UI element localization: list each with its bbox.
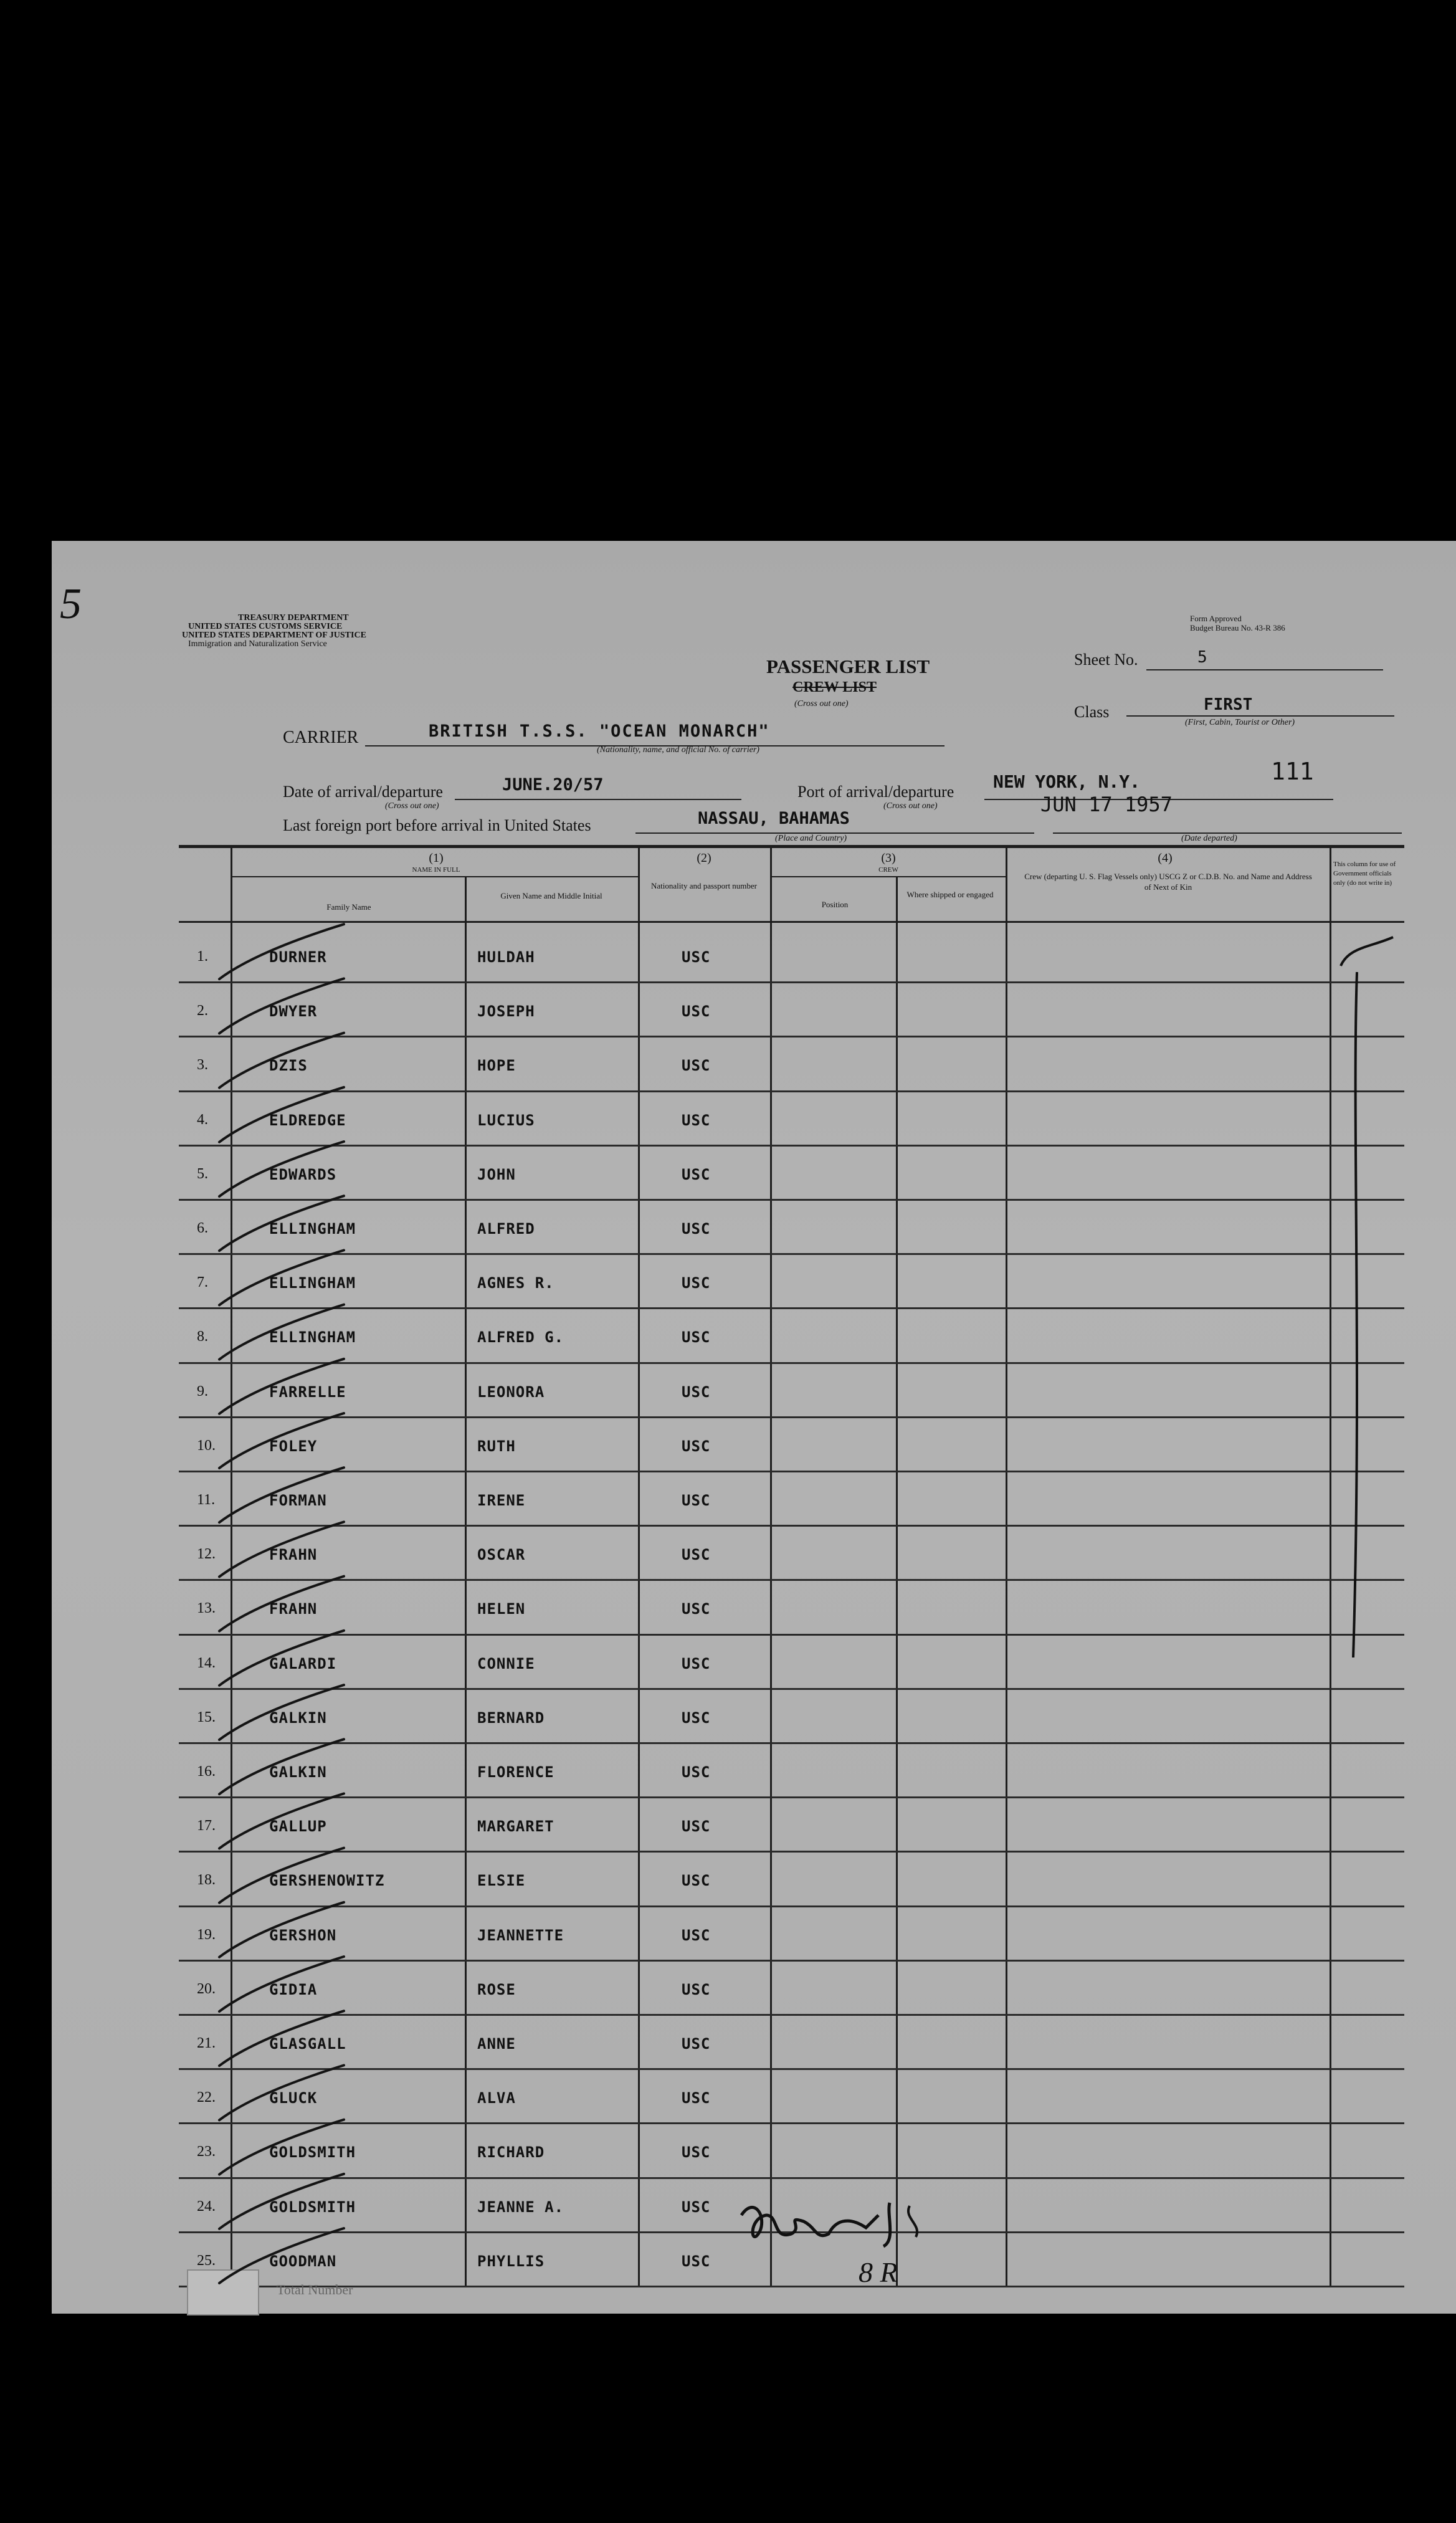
nationality-cell: USC	[682, 2089, 711, 2107]
col3-title: CREW	[878, 866, 898, 874]
row-number: 16.	[197, 1763, 216, 1780]
nationality-cell: USC	[682, 2035, 711, 2053]
dept-line-1: TREASURY DEPARTMENT	[238, 613, 349, 622]
row-number: 21.	[197, 2035, 216, 2051]
signature-scribble	[741, 2203, 890, 2246]
budget-bureau: Budget Bureau No. 43-R 386	[1190, 623, 1285, 632]
dept-line-3: UNITED STATES DEPARTMENT OF JUSTICE	[182, 631, 366, 640]
family-name-cell: GERSHENOWITZ	[269, 1872, 385, 1890]
last-port-label: Last foreign port before arrival in United States	[283, 816, 591, 834]
row-check-mark	[219, 1739, 344, 1794]
date-label: Date of arrival/departure	[283, 783, 443, 801]
total-number-label: Total Number	[277, 2282, 353, 2297]
row-number: 8.	[197, 1328, 208, 1345]
family-name-cell: FARRELLE	[269, 1383, 346, 1401]
corner-mark: 5	[60, 580, 82, 628]
family-name-cell: GIDIA	[269, 1980, 318, 1998]
col1-title: NAME IN FULL	[412, 866, 460, 874]
row-check-mark	[219, 1576, 344, 1631]
family-name-cell: ELLINGHAM	[269, 1220, 356, 1238]
nationality-cell: USC	[682, 1437, 711, 1455]
row-number: 15.	[197, 1709, 216, 1725]
row-check-mark	[219, 1685, 344, 1740]
given-name-header: Given Name and Middle Initial	[500, 891, 602, 900]
family-name-cell: FRAHN	[269, 1600, 318, 1618]
row-check-mark	[219, 1087, 344, 1142]
given-name-cell: IRENE	[477, 1492, 526, 1509]
family-name-cell: EDWARDS	[269, 1165, 337, 1183]
col2-number: (2)	[697, 851, 711, 865]
given-name-cell: LUCIUS	[477, 1111, 535, 1129]
crew-list-struck: CREW LIST	[792, 679, 877, 695]
dept-line-4: Immigration and Naturalization Service	[188, 639, 327, 649]
family-name-header: Family Name	[326, 902, 371, 912]
family-name-cell: DZIS	[269, 1057, 308, 1075]
dept-line-2: UNITED STATES CUSTOMS SERVICE	[188, 622, 343, 631]
given-name-cell: HOPE	[477, 1057, 516, 1075]
row-number: 3.	[197, 1057, 208, 1074]
handwritten-number: 111	[1271, 758, 1314, 785]
row-check-mark	[219, 1467, 344, 1522]
given-name-cell: RUTH	[477, 1437, 516, 1455]
nationality-cell: USC	[682, 1600, 711, 1618]
col1-number: (1)	[429, 851, 444, 865]
nationality-cell: USC	[682, 1763, 711, 1781]
nationality-cell: USC	[682, 1926, 711, 1944]
nationality-cell: USC	[682, 2144, 711, 2162]
row-check-mark	[219, 1902, 344, 1957]
page-title: PASSENGER LIST	[766, 656, 930, 677]
place-hint: (Place and Country)	[775, 834, 847, 843]
handwritten-note: 8 R	[859, 2256, 898, 2288]
row-number: 14.	[197, 1654, 216, 1671]
family-name-cell: ELLINGHAM	[269, 1328, 356, 1347]
row-check-mark	[219, 1413, 344, 1468]
nationality-cell: USC	[682, 948, 711, 966]
date-value: JUNE.20/57	[502, 775, 604, 794]
given-name-cell: ALFRED G.	[477, 1328, 564, 1347]
row-check-mark	[219, 978, 344, 1033]
row-check-mark	[219, 2065, 344, 2120]
col5-title: This column for use of Government officials only (do not write in)	[1333, 861, 1396, 887]
nationality-cell: USC	[682, 1111, 711, 1129]
stamp-date: JUN 17 1957	[1040, 793, 1173, 816]
row-number: 12.	[197, 1546, 216, 1563]
last-port-value: NASSAU, BAHAMAS	[698, 809, 850, 828]
family-name-cell: ELLINGHAM	[269, 1274, 356, 1292]
family-name-cell: FRAHN	[269, 1546, 318, 1564]
carrier-value: BRITISH T.S.S. "OCEAN MONARCH"	[429, 722, 770, 741]
port-value: NEW YORK, N.Y.	[993, 771, 1141, 792]
row-number: 9.	[197, 1383, 208, 1400]
row-check-mark	[219, 1033, 344, 1088]
row-number: 17.	[197, 1818, 216, 1834]
carrier-label: CARRIER	[283, 728, 359, 747]
row-number: 13.	[197, 1600, 216, 1617]
family-name-cell: GOODMAN	[269, 2252, 337, 2270]
nationality-cell: USC	[682, 2252, 711, 2270]
row-number: 10.	[197, 1437, 216, 1454]
row-check-mark	[219, 1359, 344, 1414]
given-name-cell: ALFRED	[477, 1220, 535, 1238]
row-check-mark	[219, 1522, 344, 1576]
given-name-cell: PHYLLIS	[477, 2252, 545, 2270]
given-name-cell: HELEN	[477, 1600, 526, 1618]
given-name-cell: JEANNETTE	[477, 1926, 564, 1944]
given-name-cell: ALVA	[477, 2089, 516, 2107]
sheet-label: Sheet No.	[1074, 651, 1138, 669]
given-name-cell: JOHN	[477, 1165, 516, 1183]
row-number: 19.	[197, 1926, 216, 1943]
row-check-mark	[219, 1305, 344, 1360]
col2-title: Nationality and passport number	[650, 881, 758, 890]
family-name-cell: GERSHON	[269, 1926, 337, 1944]
row-check-mark	[219, 2120, 344, 2175]
col3-number: (3)	[881, 851, 896, 865]
position-header: Position	[821, 900, 849, 909]
given-name-cell: AGNES R.	[477, 1274, 554, 1292]
given-name-cell: HULDAH	[477, 948, 535, 966]
nationality-cell: USC	[682, 1872, 711, 1890]
row-number: 2.	[197, 1003, 208, 1019]
nationality-cell: USC	[682, 1057, 711, 1075]
date-cross-hint: (Cross out one)	[385, 801, 439, 811]
family-name-cell: GALKIN	[269, 1709, 327, 1727]
carrier-hint: (Nationality, name, and official No. of carrier)	[597, 745, 759, 755]
nationality-cell: USC	[682, 1546, 711, 1564]
row-check-mark	[219, 2011, 344, 2066]
row-number: 24.	[197, 2198, 216, 2215]
given-name-cell: ELSIE	[477, 1872, 526, 1890]
nationality-cell: USC	[682, 1328, 711, 1347]
row-check-mark	[219, 1196, 344, 1251]
family-name-cell: ELDREDGE	[269, 1111, 346, 1129]
given-name-cell: CONNIE	[477, 1654, 535, 1672]
nationality-cell: USC	[682, 1220, 711, 1238]
row-check-mark	[219, 1957, 344, 2011]
given-name-cell: MARGARET	[477, 1818, 554, 1836]
family-name-cell: FOLEY	[269, 1437, 318, 1455]
given-name-cell: BERNARD	[477, 1709, 545, 1727]
row-number: 20.	[197, 1980, 216, 1997]
row-check-mark	[219, 1631, 344, 1686]
nationality-cell: USC	[682, 1980, 711, 1998]
family-name-cell: FORMAN	[269, 1492, 327, 1509]
row-check-mark	[219, 1793, 344, 1848]
family-name-cell: GOLDSMITH	[269, 2144, 356, 2162]
row-check-mark	[219, 2174, 344, 2229]
row-number: 5.	[197, 1165, 208, 1182]
class-hint: (First, Cabin, Tourist or Other)	[1185, 718, 1295, 727]
where-shipped-header: Where shipped or engaged	[906, 890, 994, 899]
family-name-cell: DWYER	[269, 1003, 318, 1021]
row-check-mark	[219, 1848, 344, 1903]
col4-number: (4)	[1158, 851, 1173, 865]
port-label: Port of arrival/departure	[797, 783, 954, 801]
row-number: 1.	[197, 948, 208, 965]
nationality-cell: USC	[682, 2198, 711, 2216]
given-name-cell: RICHARD	[477, 2144, 545, 2162]
row-check-mark	[219, 2228, 344, 2283]
family-name-cell: GALLUP	[269, 1818, 327, 1836]
given-name-cell: OSCAR	[477, 1546, 526, 1564]
family-name-cell: GLASGALL	[269, 2035, 346, 2053]
row-number: 25.	[197, 2252, 216, 2269]
row-number: 22.	[197, 2089, 216, 2106]
date-departed-hint: (Date departed)	[1181, 834, 1237, 843]
nationality-cell: USC	[682, 1818, 711, 1836]
given-name-cell: LEONORA	[477, 1383, 545, 1401]
given-name-cell: ROSE	[477, 1980, 516, 1998]
given-name-cell: JOSEPH	[477, 1003, 535, 1021]
cross-out-hint: (Cross out one)	[794, 699, 849, 708]
nationality-cell: USC	[682, 1709, 711, 1727]
nationality-cell: USC	[682, 1383, 711, 1401]
class-label: Class	[1074, 703, 1110, 721]
family-name-cell: GALKIN	[269, 1763, 327, 1781]
nationality-cell: USC	[682, 1165, 711, 1183]
family-name-cell: GOLDSMITH	[269, 2198, 356, 2216]
port-cross-hint: (Cross out one)	[883, 801, 938, 811]
row-check-mark	[219, 1142, 344, 1196]
form-approved: Form Approved	[1190, 614, 1242, 623]
row-check-mark	[219, 924, 344, 979]
row-number: 23.	[197, 2144, 216, 2160]
family-name-cell: GALARDI	[269, 1654, 337, 1672]
given-name-cell: FLORENCE	[477, 1763, 554, 1781]
class-value: FIRST	[1204, 695, 1253, 714]
row-number: 7.	[197, 1274, 208, 1291]
row-number: 11.	[197, 1492, 216, 1508]
family-name-cell: DURNER	[269, 948, 327, 966]
row-check-mark	[219, 1250, 344, 1305]
family-name-cell: GLUCK	[269, 2089, 318, 2107]
col4-title: Crew (departing U. S. Flag Vessels only) USCG Z or C.D.B. No. and Name and Address of Next of Kin	[1024, 872, 1312, 892]
sheet-value: 5	[1197, 648, 1207, 667]
given-name-cell: ANNE	[477, 2035, 516, 2053]
nationality-cell: USC	[682, 1274, 711, 1292]
given-name-cell: JEANNE A.	[477, 2198, 564, 2216]
nationality-cell: USC	[682, 1003, 711, 1021]
row-number: 18.	[197, 1872, 216, 1889]
row-number: 4.	[197, 1111, 208, 1128]
nationality-cell: USC	[682, 1654, 711, 1672]
nationality-cell: USC	[682, 1492, 711, 1509]
row-number: 6.	[197, 1220, 208, 1236]
